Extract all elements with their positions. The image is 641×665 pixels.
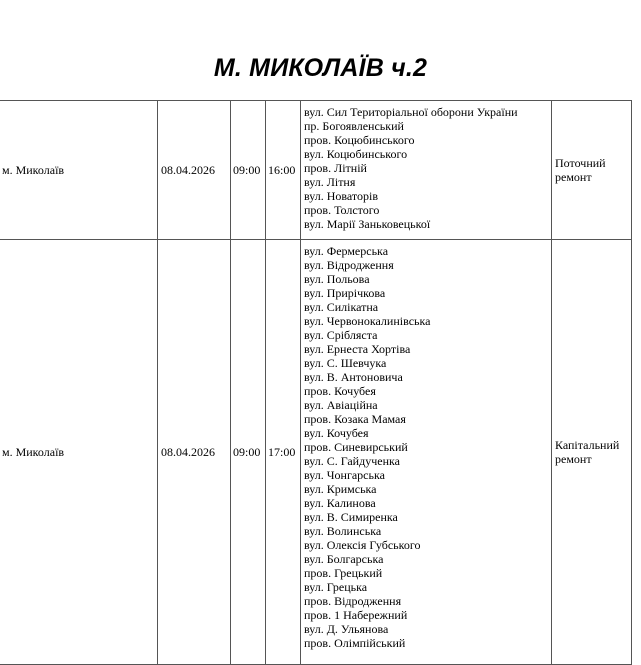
street-line: вул. Волинська <box>304 524 382 538</box>
street-line: вул. Марії Заньковецької <box>304 217 431 231</box>
street-line: вул. Силікатна <box>304 300 379 314</box>
street-line: пров. Відродження <box>304 594 402 608</box>
street-line: вул. Д. Ульянова <box>304 622 389 636</box>
end-time-cell: 16:00 <box>266 101 301 240</box>
street-line: вул. Сил Територіальної оборони України <box>304 105 518 119</box>
street-line: вул. Червонокалинівська <box>304 314 431 328</box>
street-line: вул. Польова <box>304 272 370 286</box>
city-cell: м. Миколаїв <box>0 101 158 240</box>
date-cell: 08.04.2026 <box>158 240 231 665</box>
street-line: пров. Козака Мамая <box>304 412 406 426</box>
street-line: вул. Кримська <box>304 482 377 496</box>
street-line: вул. С. Гайдученка <box>304 454 400 468</box>
street-line: вул. Олексія Губського <box>304 538 421 552</box>
work-type-cell <box>552 240 632 665</box>
street-line: пров. Коцюбинського <box>304 133 415 147</box>
street-line: вул. Срібляста <box>304 328 378 342</box>
start-time-cell: 09:00 <box>231 101 266 240</box>
street-line: пров. Толстого <box>304 203 380 217</box>
streets-cell <box>301 101 552 240</box>
street-line: пров. Кочубея <box>304 384 376 398</box>
street-line: пров. Грецький <box>304 566 383 580</box>
street-line: пров. 1 Набережний <box>304 608 408 622</box>
street-line: вул. Фермерська <box>304 244 389 258</box>
street-line: вул. Грецька <box>304 580 368 594</box>
street-line: вул. Кочубея <box>304 426 369 440</box>
date-cell: 08.04.2026 <box>158 101 231 240</box>
page-title: М. МИКОЛАЇВ ч.2 <box>213 54 428 82</box>
end-time-cell: 17:00 <box>266 240 301 665</box>
work-type-cell <box>552 101 632 240</box>
street-line: вул. В. Симиренка <box>304 510 398 524</box>
work-type-line: Поточний <box>555 156 606 170</box>
city-cell: м. Миколаїв <box>0 240 158 665</box>
street-line: вул. Чонгарська <box>304 468 385 482</box>
table-row <box>0 240 632 665</box>
street-line: вул. Ернеста Хортіва <box>304 342 411 356</box>
start-time-cell: 09:00 <box>231 240 266 665</box>
table-row <box>0 101 632 240</box>
street-line: вул. Прирічкова <box>304 286 386 300</box>
work-type-line: ремонт <box>555 452 592 466</box>
street-line: вул. Коцюбинського <box>304 147 408 161</box>
street-line: вул. С. Шевчука <box>304 356 387 370</box>
streets-cell <box>301 240 552 665</box>
street-line: вул. Відродження <box>304 258 394 272</box>
work-type-line: Капітальний <box>555 438 620 452</box>
street-line: вул. Калинова <box>304 496 376 510</box>
work-type-line: ремонт <box>555 170 592 184</box>
street-line: вул. Болгарська <box>304 552 384 566</box>
street-line: пров. Літній <box>304 161 367 175</box>
street-line: вул. В. Антоновича <box>304 370 403 384</box>
street-line: пров. Олімпійський <box>304 636 406 650</box>
street-line: пров. Синевирський <box>304 440 408 454</box>
street-line: вул. Літня <box>304 175 356 189</box>
street-line: пр. Богоявленський <box>304 119 404 133</box>
outage-schedule-table <box>0 100 632 665</box>
street-line: вул. Авіаційна <box>304 398 378 412</box>
street-line: вул. Новаторів <box>304 189 378 203</box>
